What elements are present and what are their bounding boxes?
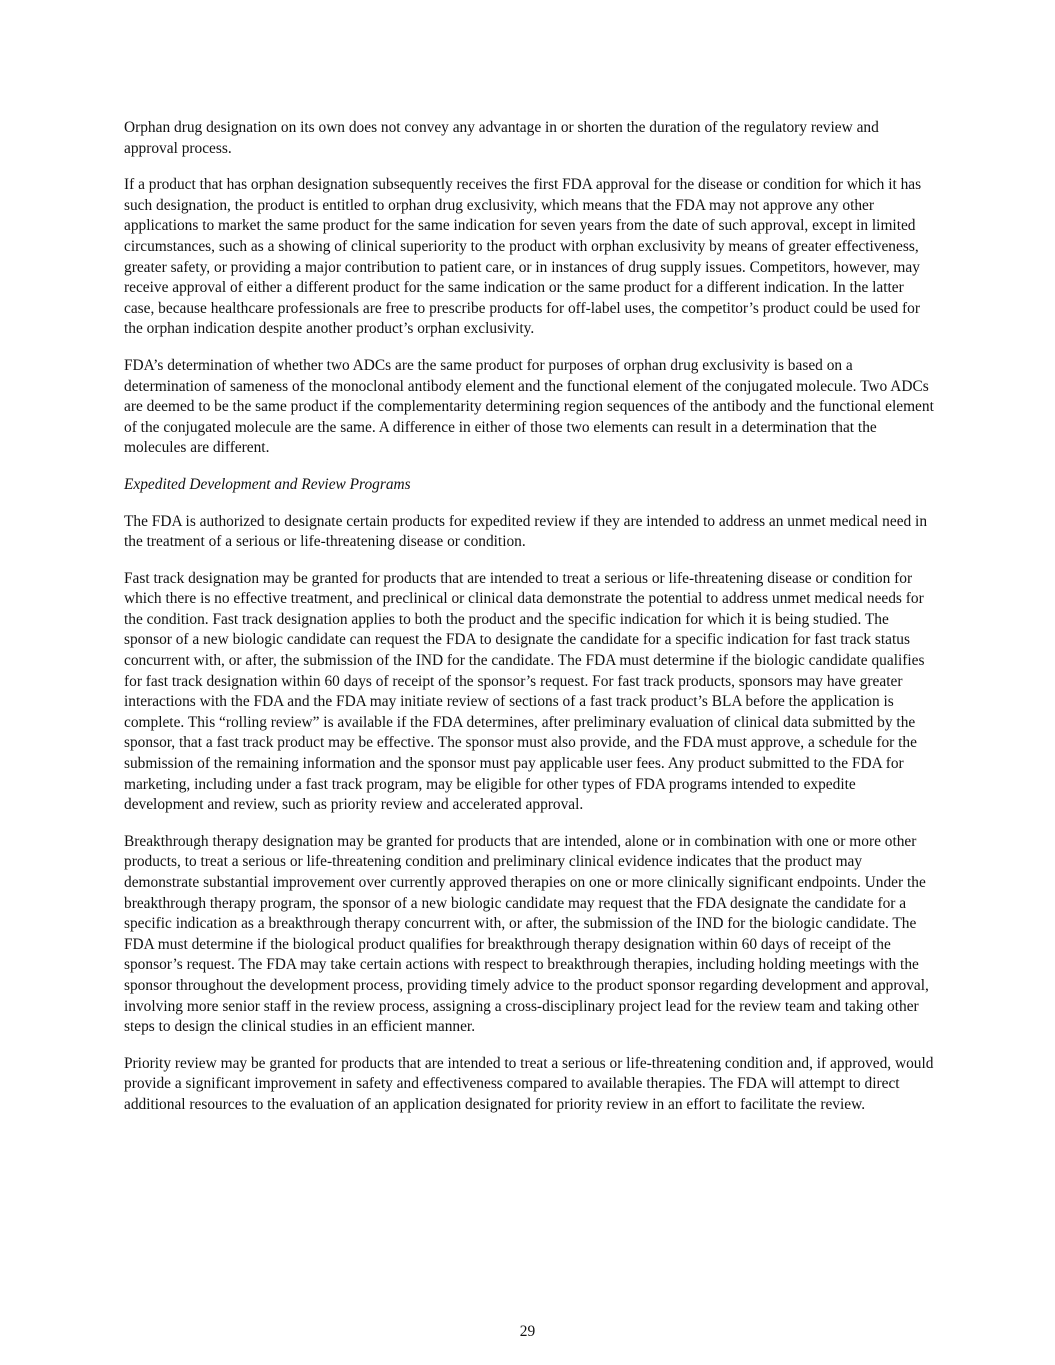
paragraph-expedited-review: The FDA is authorized to designate certain products for expedited review if they are intended to address an unmet medical need in the treatment of a serious or life-threatening disease or condition.: [124, 512, 928, 551]
paragraph-priority-review: Priority review may be granted for products that are intended to treat a serious or life-threatening condition and, if approved, would provide a significant improvement in safety and effectiveness compared to available therapies. The FDA will attempt to direct additional resources to the evaluation of an application designated for priority review in an effort to facilitate the review.: [124, 1054, 934, 1113]
section-heading-expedited-programs: Expedited Development and Review Programs: [124, 475, 411, 493]
paragraph-orphan-designation-advantage: Orphan drug designation on its own does not convey any advantage in or shorten the duration of the regulatory review and approval process.: [124, 119, 879, 157]
page-number: 29: [519, 1323, 536, 1340]
paragraph-fast-track: Fast track designation may be granted for products that are intended to treat a serious or life-threatening disease or condition for which there is no effective treatment, and preclinical or clinical data demonstrate the potential to address unmet medical needs for the condition. Fast track designation applies to both the product and the specific indication for which it is being studied. The sponsor of a new biologic candidate can request the FDA to designate the candidate for a specific indication for fast track status concurrent with, or after, the submission of the IND for the candidate. The FDA must determine if the biologic candidate qualifies for fast track designation within 60 days of receipt of the sponsor’s request. For fast track products, sponsors may have greater interactions with the FDA and the FDA may initiate review of sections of a fast track product’s BLA before the application is complete. This “rolling review” is available if the FDA determines, after preliminary evaluation of clinical data submitted by the sponsor, that a fast track product may be effective. The sponsor must also provide, and the FDA must approve, a schedule for the submission of the remaining information and the sponsor must pay applicable user fees. Any product submitted to the FDA for marketing, including under a fast track program, may be eligible for other types of FDA programs intended to expedite development and review, such as priority review and accelerated approval.: [124, 569, 925, 814]
paragraph-breakthrough-therapy: Breakthrough therapy designation may be granted for products that are intended, alone or in combination with one or more other products, to treat a serious or life-threatening condition and preliminary clinical evidence indicates that the product may demonstrate substantial improvement over currently approved therapies on one or more clinically significant endpoints. Under the breakthrough therapy program, the sponsor of a new biologic candidate may request that the FDA designate the candidate for a specific indication as a breakthrough therapy concurrent with, or after, the submission of the IND for the biologic candidate. The FDA must determine if the biological product qualifies for breakthrough therapy designation within 60 days of receipt of the sponsor’s request. The FDA may take certain actions with respect to breakthrough therapies, including holding meetings with the sponsor throughout the development process, providing timely advice to the product sponsor regarding development and approval, involving more senior staff in the review process, assigning a cross-disciplinary project lead for the review team and taking other steps to design the clinical studies in an efficient manner.: [124, 832, 929, 1036]
paragraph-orphan-exclusivity: If a product that has orphan designation subsequently receives the first FDA approval for the disease or condition for which it has such designation, the product is entitled to orphan drug exclusivity, which means that the FDA may not approve any other applications to market the same product for the same indication for seven years from the date of such approval, except in limited circumstances, such as a showing of clinical superiority to the product with orphan exclusivity by means of greater effectiveness, greater safety, or providing a major contribution to patient care, or in instances of drug supply issues. Competitors, however, may receive approval of either a different product for the same indication or the same product for a different indication. In the latter case, because healthcare professionals are free to prescribe products for off-label uses, the competitor’s product could be used for the orphan indication despite another product’s orphan exclusivity.: [124, 176, 922, 338]
paragraph-adc-sameness: FDA’s determination of whether two ADCs are the same product for purposes of orphan drug exclusivity is based on a determination of sameness of the monoclonal antibody element and the functional element of the conjugated molecule. Two ADCs are deemed to be the same product if the complementarity determining region sequences of the antibody and the functional element of the conjugated molecule are the same. A difference in either of those two elements can result in a determination that the molecules are different.: [124, 356, 934, 457]
page-body: [124, 118, 934, 1132]
